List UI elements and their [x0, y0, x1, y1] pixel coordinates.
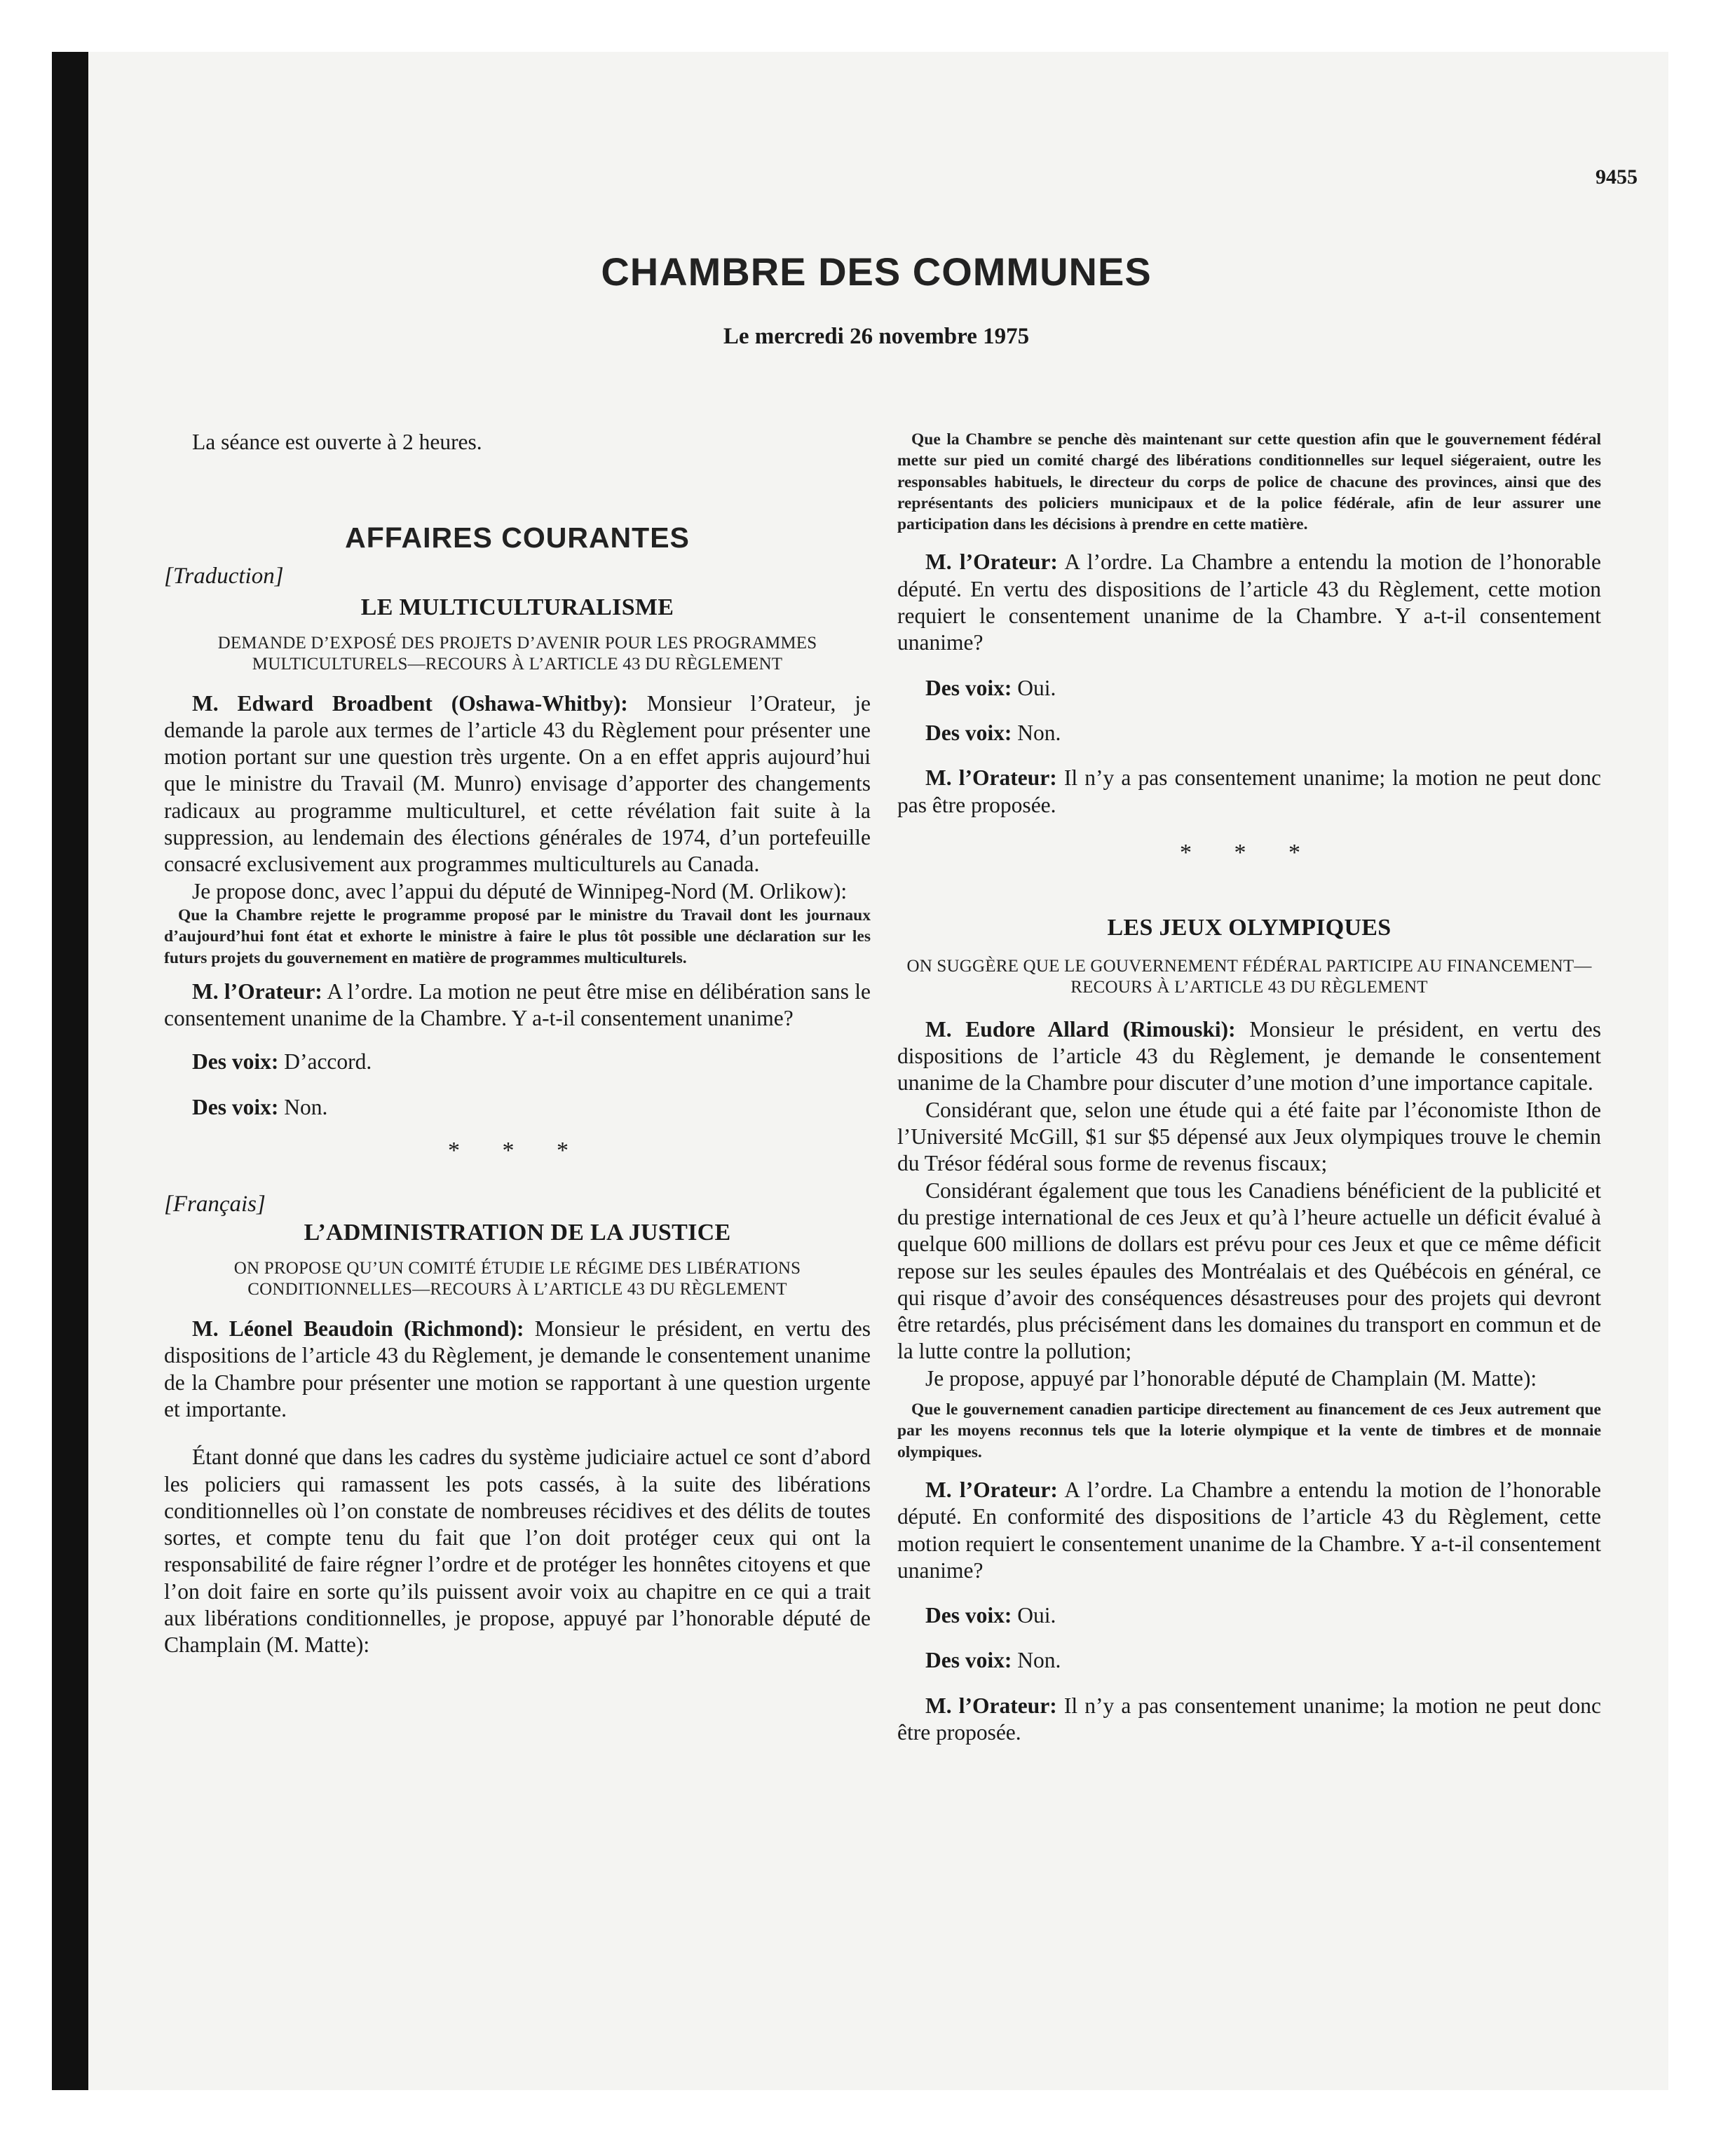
binding-edge [52, 52, 88, 2090]
voices-label: Des voix: [925, 1603, 1012, 1628]
motion-text: Que la Chambre rejette le programme proposé par le ministre du Travail dont les journaux d’aujourd’hui font état et exhorte le ministre à faire le plus tôt possible une déclaration sur les futurs projets du gouvernement en matière de programmes multiculturels. [164, 906, 871, 967]
speaker-name: M. l’Orateur: [192, 978, 322, 1004]
propose-line: Je propose donc, avec l’appui du député de Winnipeg-Nord (M. Orlikow): [192, 878, 848, 903]
voices-label: Des voix: [925, 675, 1012, 700]
speech-text: Il n’y a pas consentement unanime; la motion ne peut donc être proposée. [897, 1693, 1601, 1745]
voices-line [164, 1049, 871, 1075]
motion-text: Que la Chambre se penche dès maintenant sur cette question afin que le gouvernement fédéral mette sur pied un comité chargé des libérations conditionnelles sur lequel siégeraient, outre les responsables habituels, le directeur du corps de police de chacune des provinces, ainsi que des représentants des policiers municipaux et de la police fédérale, afin de leur assurer une participation dans les décisions à prendre en cette matière. [897, 430, 1601, 534]
speaker-name: M. l’Orateur: [925, 550, 1058, 575]
speech-paragraph: Considérant également que tous les Canadiens bénéficient de la publicité et du prestige international de ces Jeux et qu’à l’heure actuelle un déficit évalué à quelque 600 millions de dollars est prévu pour ces Jeux et que ce même déficit repose sur les seules épaules des Montréalais et des Québécois en général, ce qui risque d’avoir des conséquences désastreuses pour des projets qui devront être retardés, plus précisément dans les domaines du transport en commun et de la lutte contre la pollution; [897, 1178, 1601, 1364]
subject-heading: LES JEUX OLYMPIQUES [1107, 914, 1392, 941]
voices-text: Non. [284, 1094, 328, 1119]
voices-text: Non. [1017, 1648, 1061, 1673]
page-number: 9455 [1595, 165, 1638, 189]
speaker-name: M. l’Orateur: [925, 1477, 1058, 1502]
speaker-name: M. l’Orateur: [925, 1693, 1057, 1718]
subject-heading: L’ADMINISTRATION DE LA JUSTICE [304, 1220, 731, 1246]
subject-heading: LE MULTICULTURALISME [360, 594, 674, 620]
speaker-name: M. Eudore Allard (Rimouski): [925, 1016, 1236, 1042]
speech-text: A l’ordre. La Chambre a entendu la motion de l’honorable député. En vertu des dispositions de l’article 43 du Règlement, cette motion requiert le consentement unanime de la Chambre. Y a-t-il consentement unanime? [897, 550, 1601, 655]
speech-paragraph: Considérant que, selon une étude qui a été faite par l’économiste Ithon de l’Université McGill, $1 sur $5 dépensé aux Jeux olympiques trouve le chemin du Trésor fédéral sous forme de revenus fiscaux; [897, 1097, 1601, 1176]
voices-text: Oui. [1017, 1603, 1056, 1628]
speech-paragraph [164, 690, 871, 878]
voices-label: Des voix: [925, 1648, 1012, 1673]
voices-label: Des voix: [192, 1049, 279, 1074]
orateur-paragraph [897, 1477, 1601, 1584]
voices-line [897, 675, 1601, 702]
section-title: AFFAIRES COURANTES [345, 521, 690, 554]
language-tag-french: [Français] [164, 1192, 266, 1217]
section-separator: * * * [448, 1138, 587, 1164]
orateur-paragraph [897, 549, 1601, 656]
voices-line [897, 1602, 1601, 1629]
speech-text: Monsieur l’Orateur, je demande la parole aux termes de l’article 43 du Règlement pour présenter une motion portant sur une question très urgente. On a en effet appris aujourd’hui que le ministre du Travail (M. Munro) envisage d’apporter des changements radicaux au programme multiculturel, et cette révélation fait suite à la suppression, au lendemain des élections générales de 1974, d’un portefeuille consacré exclusivement aux programmes multiculturels au Canada. [164, 690, 871, 877]
speech-text: A l’ordre. La motion ne peut être mise en délibération sans le consentement unanime de la Chambre. Y a-t-il consentement unanime? [164, 978, 871, 1031]
left-column [164, 429, 871, 1659]
speaker-name: M. l’Orateur: [925, 765, 1057, 791]
voices-line [897, 1647, 1601, 1674]
voices-line [897, 720, 1601, 746]
subtopic-heading: DEMANDE D’EXPOSÉ DES PROJETS D’AVENIR POUR LES PROGRAMMES MULTICULTURELS—RECOURS À L’ARTICLE 43 DU RÈGLEMENT [217, 633, 817, 674]
voices-label: Des voix: [192, 1094, 279, 1119]
voices-text: D’accord. [284, 1049, 372, 1074]
speech-text: Monsieur le président, en vertu des dispositions de l’article 43 du Règlement, je demande le consentement unanime de la Chambre pour présenter une motion se rapportant à une question urgente et importante. [164, 1316, 871, 1421]
speech-text: A l’ordre. La Chambre a entendu la motion de l’honorable député. En conformité des dispositions de l’article 43 du Règlement, cette motion requiert le consentement unanime de la Chambre. Y a-t-il consentement unanime? [897, 1477, 1601, 1583]
sitting-date: Le mercredi 26 novembre 1975 [723, 324, 1030, 349]
propose-line: Je propose, appuyé par l’honorable député de Champlain (M. Matte): [925, 1365, 1537, 1391]
orateur-paragraph [897, 1693, 1601, 1747]
speech-text: Il n’y a pas consentement unanime; la motion ne peut donc pas être proposée. [897, 765, 1601, 817]
language-tag-translation: [Traduction] [164, 563, 284, 589]
subtopic-heading: ON PROPOSE QU’UN COMITÉ ÉTUDIE LE RÉGIME DES LIBÉRATIONS CONDITIONNELLES—RECOURS À L’ARTICLE 43 DU RÈGLEMENT [233, 1259, 801, 1299]
voices-text: Oui. [1017, 675, 1056, 700]
speech-paragraph [164, 1316, 871, 1423]
opening-line: La séance est ouverte à 2 heures. [192, 430, 482, 454]
motion-text: Que le gouvernement canadien participe directement au financement de ces Jeux autrement que par les moyens reconnus tels que la loterie olympique et la vente de timbres et de monnaie olympiques. [897, 1400, 1601, 1461]
voices-text: Non. [1017, 720, 1061, 745]
speech-paragraph: Étant donné que dans les cadres du système judiciaire actuel ce sont d’abord les policiers qui ramassent les pots cassés, à la suite des libérations conditionnelles où l’on constate de nombreuses récidives et des délits de toutes sortes, et compte tenu du fait que l’on doit protéger ceux qui ont la responsabilité de faire régner l’ordre et de protéger les honnêtes citoyens et que l’on doit faire en sorte qu’ils puissent avoir voix au chapitre en ce qui a trait aux libérations conditionnelles, je propose, appuyé par l’honorable député de Champlain (M. Matte): [164, 1445, 871, 1658]
subtopic-heading: ON SUGGÈRE QUE LE GOUVERNEMENT FÉDÉRAL PARTICIPE AU FINANCEMENT—RECOURS À L’ARTICLE 43 DU RÈGLEMENT [906, 956, 1592, 997]
voices-label: Des voix: [925, 720, 1012, 745]
right-column [897, 429, 1601, 1746]
orateur-paragraph [897, 765, 1601, 819]
speaker-name: M. Léonel Beaudoin (Richmond): [192, 1316, 524, 1342]
orateur-paragraph [164, 978, 871, 1032]
speech-paragraph [897, 1016, 1601, 1097]
speech-text: Monsieur le président, en vertu des dispositions de l’article 43 du Règlement, je demande le consentement unanime de la Chambre pour discuter d’une motion d’une importance capitale. [897, 1016, 1601, 1096]
speaker-name: M. Edward Broadbent (Oshawa-Whitby): [192, 690, 628, 716]
voices-line [164, 1094, 871, 1121]
house-title: CHAMBRE DES COMMUNES [601, 250, 1152, 294]
section-separator: * * * [1180, 839, 1319, 866]
